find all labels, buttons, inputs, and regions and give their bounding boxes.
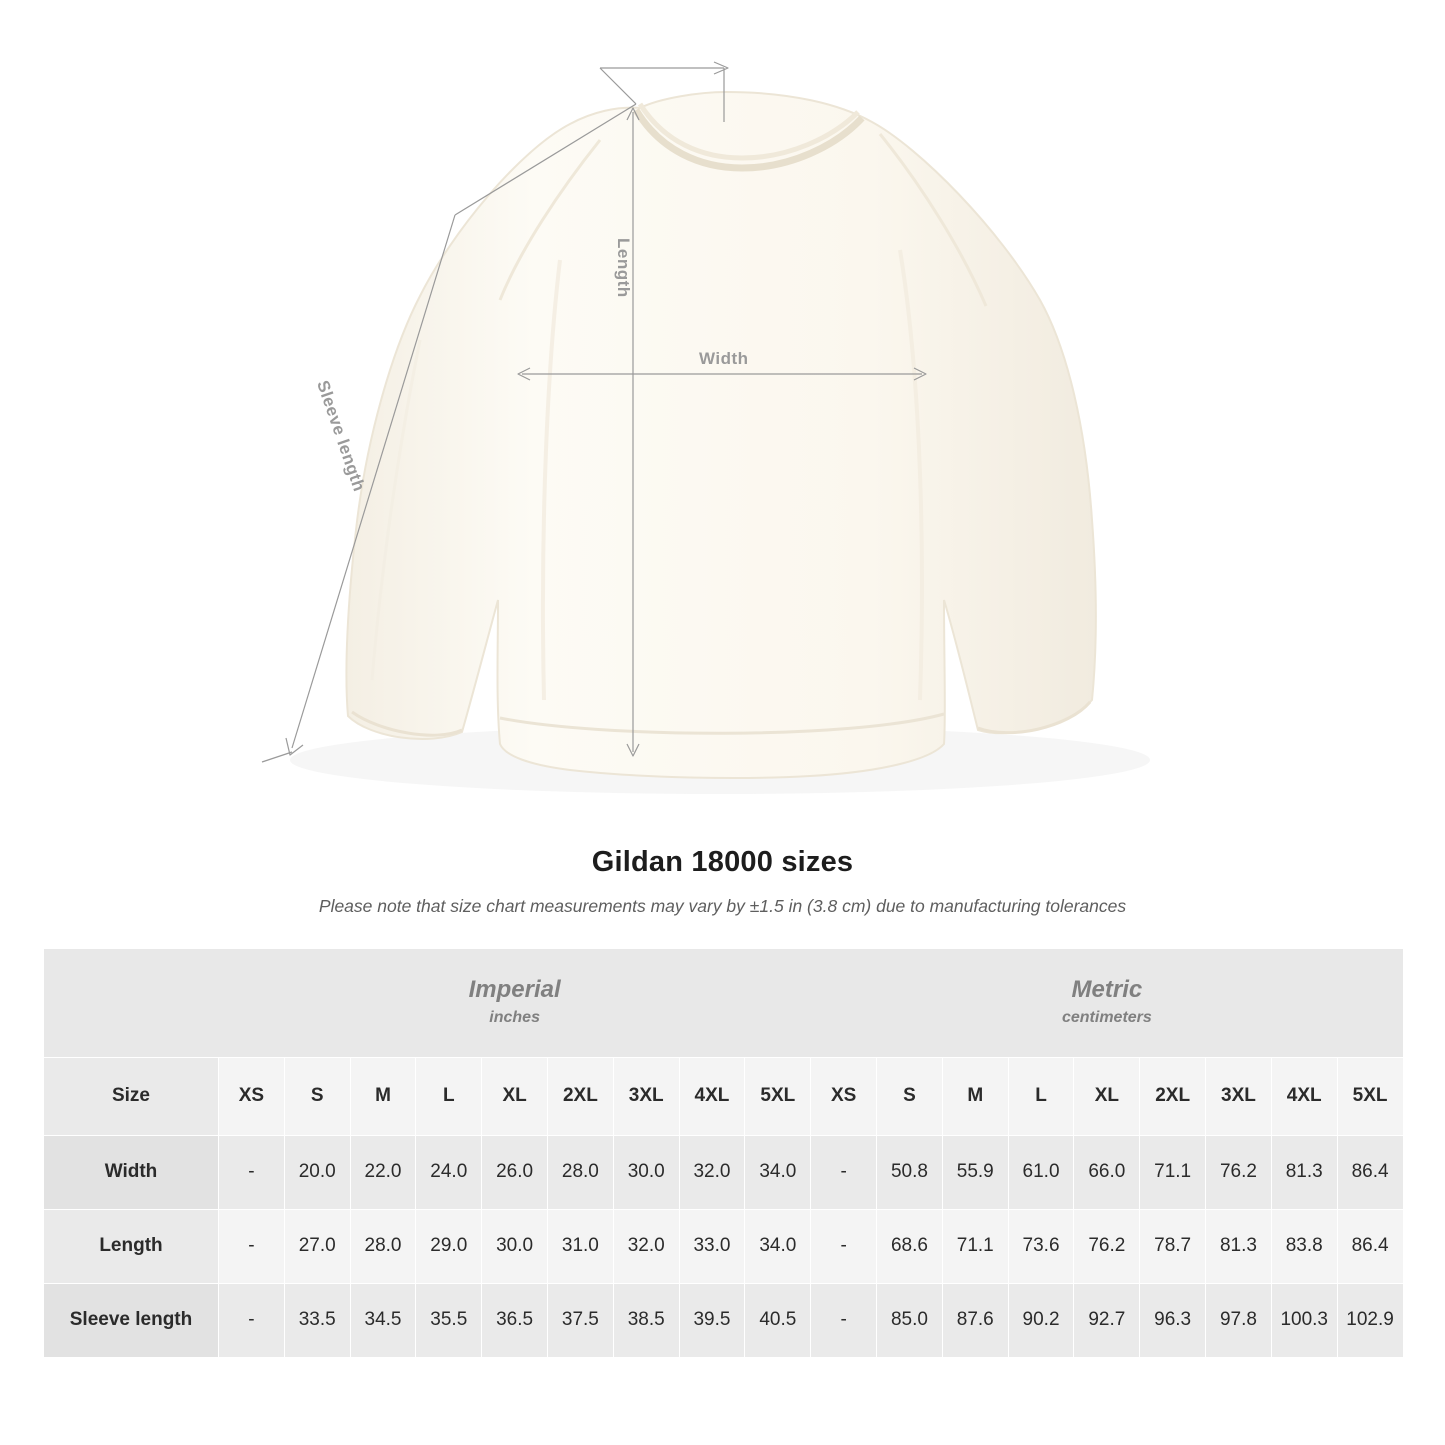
cell-sleeve-imperial-m: 34.5: [350, 1283, 416, 1357]
header-imperial-l: L: [416, 1057, 482, 1135]
unit-group-row: [44, 949, 1404, 1057]
cell-length-imperial-4xl: 33.0: [679, 1209, 745, 1283]
cell-width-imperial-m: 22.0: [350, 1135, 416, 1209]
length-label: Length: [614, 238, 633, 298]
header-imperial-xs: XS: [219, 1057, 285, 1135]
size-table-wrap: [43, 949, 1402, 1358]
size-header-row: [44, 1057, 1404, 1135]
cell-sleeve-metric-5xl: 102.9: [1337, 1283, 1403, 1357]
cell-length-metric-xl: 76.2: [1074, 1209, 1140, 1283]
table-row: [44, 1209, 1404, 1283]
cell-sleeve-imperial-4xl: 39.5: [679, 1283, 745, 1357]
header-metric-s: S: [877, 1057, 943, 1135]
cell-sleeve-metric-l: 90.2: [1008, 1283, 1074, 1357]
cell-length-imperial-3xl: 32.0: [613, 1209, 679, 1283]
cell-sleeve-metric-3xl: 97.8: [1206, 1283, 1272, 1357]
header-metric-xl: XL: [1074, 1057, 1140, 1135]
cell-width-metric-4xl: 81.3: [1271, 1135, 1337, 1209]
cell-sleeve-metric-xl: 92.7: [1074, 1283, 1140, 1357]
cell-width-metric-xs: -: [811, 1135, 877, 1209]
header-imperial-s: S: [284, 1057, 350, 1135]
cell-width-imperial-5xl: 34.0: [745, 1135, 811, 1209]
cell-sleeve-metric-m: 87.6: [942, 1283, 1008, 1357]
cell-length-imperial-2xl: 31.0: [547, 1209, 613, 1283]
row-label-length: Length: [44, 1209, 219, 1283]
cell-length-metric-5xl: 86.4: [1337, 1209, 1403, 1283]
header-metric-xs: XS: [811, 1057, 877, 1135]
header-imperial-2xl: 2XL: [547, 1057, 613, 1135]
header-imperial-4xl: 4XL: [679, 1057, 745, 1135]
tolerance-note: Please note that size chart measurements may vary by ±1.5 in (3.8 cm) due to manufacturing tolerances: [318, 896, 1127, 916]
cell-length-metric-m: 71.1: [942, 1209, 1008, 1283]
row-label-sleeve-length: Sleeve length: [44, 1283, 219, 1357]
cell-length-metric-s: 68.6: [877, 1209, 943, 1283]
cell-width-imperial-4xl: 32.0: [679, 1135, 745, 1209]
cell-length-imperial-l: 29.0: [416, 1209, 482, 1283]
cell-sleeve-imperial-2xl: 37.5: [547, 1283, 613, 1357]
sweatshirt-shape: [346, 92, 1095, 778]
unit-group-imperial: [219, 949, 811, 1057]
cell-sleeve-imperial-3xl: 38.5: [613, 1283, 679, 1357]
cell-width-imperial-3xl: 30.0: [613, 1135, 679, 1209]
page-title: Gildan 18000 sizes: [591, 846, 854, 878]
unit-head-spacer: [44, 949, 219, 1057]
cell-width-metric-m: 55.9: [942, 1135, 1008, 1209]
table-row: [44, 1283, 1404, 1357]
unit-imperial-unit: inches: [489, 1008, 540, 1026]
cell-sleeve-metric-4xl: 100.3: [1271, 1283, 1337, 1357]
cell-width-metric-2xl: 71.1: [1140, 1135, 1206, 1209]
cell-width-metric-xl: 66.0: [1074, 1135, 1140, 1209]
cell-width-metric-l: 61.0: [1008, 1135, 1074, 1209]
cell-width-metric-5xl: 86.4: [1337, 1135, 1403, 1209]
size-table: [43, 949, 1404, 1358]
title-block: [0, 846, 1445, 917]
cell-sleeve-imperial-s: 33.5: [284, 1283, 350, 1357]
cell-length-metric-2xl: 78.7: [1140, 1209, 1206, 1283]
cell-length-metric-3xl: 81.3: [1206, 1209, 1272, 1283]
cell-length-imperial-5xl: 34.0: [745, 1209, 811, 1283]
row-label-width: Width: [44, 1135, 219, 1209]
cell-length-imperial-m: 28.0: [350, 1209, 416, 1283]
cell-length-metric-4xl: 83.8: [1271, 1209, 1337, 1283]
header-size: Size: [44, 1057, 219, 1135]
cell-width-imperial-2xl: 28.0: [547, 1135, 613, 1209]
table-row: [44, 1135, 1404, 1209]
unit-metric-name: Metric: [1071, 975, 1143, 1003]
cell-sleeve-imperial-xs: -: [219, 1283, 285, 1357]
header-metric-l: L: [1008, 1057, 1074, 1135]
cell-width-imperial-l: 24.0: [416, 1135, 482, 1209]
cell-sleeve-metric-xs: -: [811, 1283, 877, 1357]
cell-width-metric-s: 50.8: [877, 1135, 943, 1209]
header-imperial-xl: XL: [482, 1057, 548, 1135]
cell-sleeve-imperial-l: 35.5: [416, 1283, 482, 1357]
cell-sleeve-imperial-xl: 36.5: [482, 1283, 548, 1357]
unit-imperial-name: Imperial: [468, 975, 561, 1003]
cell-sleeve-metric-2xl: 96.3: [1140, 1283, 1206, 1357]
cell-length-metric-xs: -: [811, 1209, 877, 1283]
cell-length-metric-l: 73.6: [1008, 1209, 1074, 1283]
header-metric-4xl: 4XL: [1271, 1057, 1337, 1135]
header-imperial-m: M: [350, 1057, 416, 1135]
cell-sleeve-metric-s: 85.0: [877, 1283, 943, 1357]
unit-metric-unit: centimeters: [1061, 1008, 1152, 1026]
cell-sleeve-imperial-5xl: 40.5: [745, 1283, 811, 1357]
cell-width-metric-3xl: 76.2: [1206, 1135, 1272, 1209]
header-metric-3xl: 3XL: [1206, 1057, 1272, 1135]
header-metric-m: M: [942, 1057, 1008, 1135]
header-metric-5xl: 5XL: [1337, 1057, 1403, 1135]
header-imperial-5xl: 5XL: [745, 1057, 811, 1135]
cell-width-imperial-s: 20.0: [284, 1135, 350, 1209]
sleeve-length-label: Sleeve length: [313, 378, 369, 494]
cell-length-imperial-xl: 30.0: [482, 1209, 548, 1283]
cell-length-imperial-s: 27.0: [284, 1209, 350, 1283]
width-label: Width: [699, 349, 749, 368]
cell-width-imperial-xs: -: [219, 1135, 285, 1209]
cell-length-imperial-xs: -: [219, 1209, 285, 1283]
header-metric-2xl: 2XL: [1140, 1057, 1206, 1135]
unit-group-metric: [811, 949, 1403, 1057]
cell-width-imperial-xl: 26.0: [482, 1135, 548, 1209]
header-imperial-3xl: 3XL: [613, 1057, 679, 1135]
